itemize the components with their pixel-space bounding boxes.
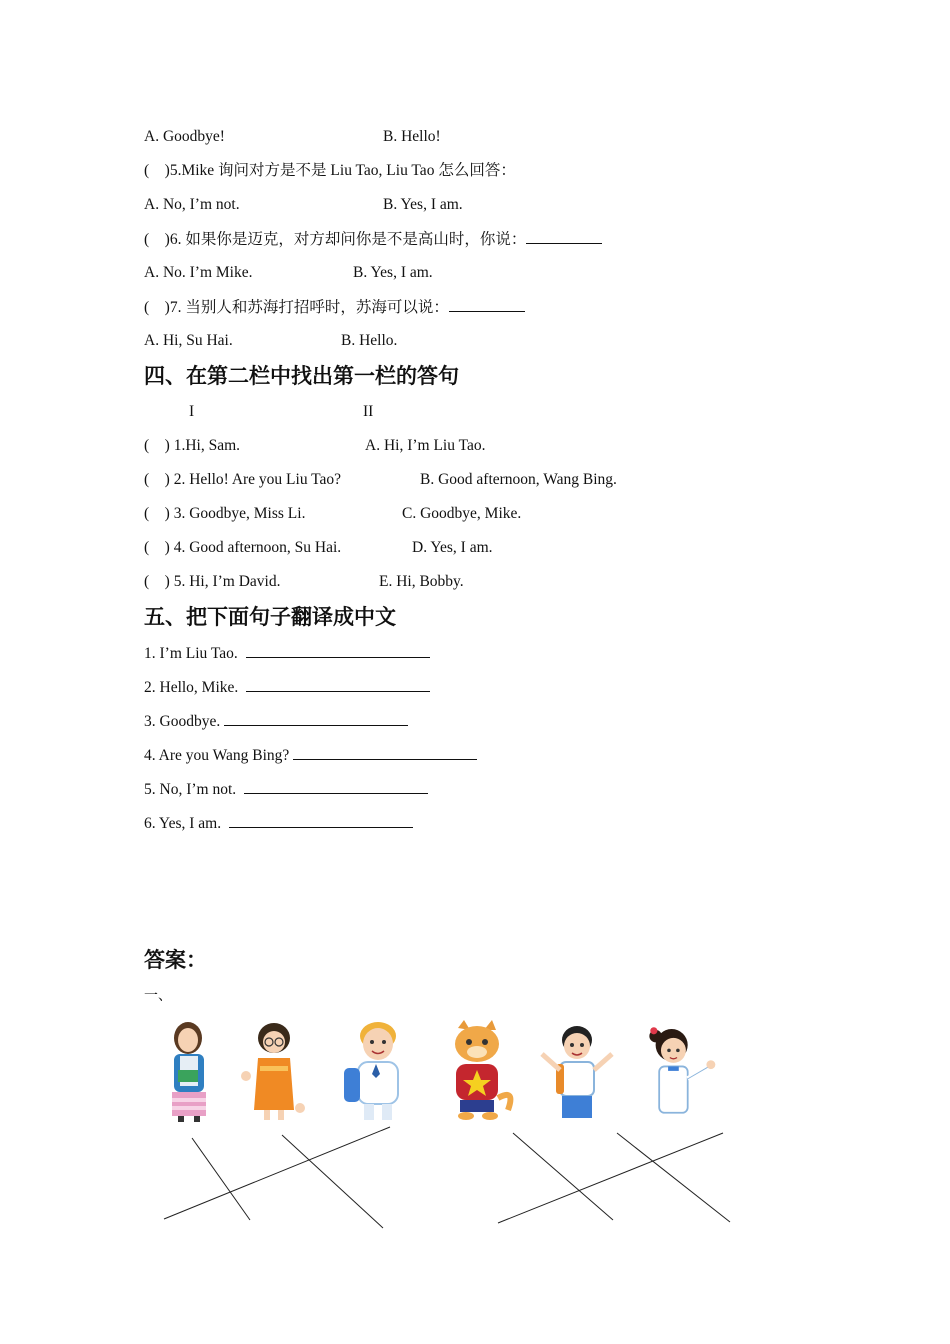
match-right-c: C. Goodbye, Mike. (402, 505, 522, 522)
match-right-a: A. Hi, I’m Liu Tao. (365, 437, 486, 454)
match-line-2 (282, 1135, 383, 1228)
q4-option-a: A. Goodbye! (144, 128, 225, 145)
match-left-5[interactable]: ( ) 5. Hi, I’m David. (144, 573, 281, 590)
translate-item-5: 5. No, I’m not. (144, 779, 428, 800)
match-line-5 (617, 1133, 730, 1222)
q7-option-b: B. Hello. (341, 332, 398, 349)
match-left-2[interactable]: ( ) 2. Hello! Are you Liu Tao? (144, 471, 342, 488)
match-right-e: E. Hi, Bobby. (379, 573, 464, 590)
match-right-d: D. Yes, I am. (412, 539, 493, 556)
translate-item-4: 4. Are you Wang Bing? (144, 745, 477, 766)
match-line-6 (498, 1133, 723, 1223)
column-2-header: II (363, 403, 374, 420)
answer-paren[interactable]: ( ) (144, 299, 170, 316)
q6-option-b: B. Yes, I am. (353, 264, 433, 281)
question-text: 6. 如果你是迈克，对方却问你是不是高山时，你说： (169, 231, 527, 248)
section5-title: 五、把下面句子翻译成中文 (144, 605, 396, 629)
translate-item-3: 3. Goodbye. (144, 711, 408, 732)
match-line-4 (513, 1133, 613, 1220)
question-text: 7. 当别人和苏海打招呼时，苏海可以说： (169, 299, 449, 316)
answer-paren[interactable]: ( ) (144, 162, 170, 179)
q4-option-b: B. Hello! (383, 128, 441, 145)
q6-option-a: A. No. I’m Mike. (144, 264, 253, 281)
translate-item-2: 2. Hello, Mike. (144, 677, 430, 698)
answers-title: 答案： (144, 948, 207, 972)
q5-option-b: B. Yes, I am. (383, 196, 463, 213)
match-line-3 (164, 1127, 390, 1219)
question-text: 5.Mike 询问对方是不是 Liu Tao, Liu Tao 怎么回答： (169, 162, 516, 179)
answer-paren[interactable]: ( ) (144, 231, 170, 248)
translate-item-6: 6. Yes, I am. (144, 813, 413, 834)
column-1-header: I (189, 403, 195, 420)
answers-part-1: 一、 (144, 988, 172, 1004)
q5-option-a: A. No, I’m not. (144, 196, 240, 213)
q7-option-a: A. Hi, Su Hai. (144, 332, 233, 349)
match-left-4[interactable]: ( ) 4. Good afternoon, Su Hai. (144, 539, 342, 556)
match-left-3[interactable]: ( ) 3. Goodbye, Miss Li. (144, 505, 306, 522)
match-left-1[interactable]: ( ) 1.Hi, Sam. (144, 437, 241, 454)
match-line-1 (192, 1138, 250, 1220)
section4-title: 四、在第二栏中找出第一栏的答句 (144, 364, 459, 388)
translate-item-1: 1. I’m Liu Tao. (144, 643, 430, 664)
match-right-b: B. Good afternoon, Wang Bing. (420, 471, 617, 488)
